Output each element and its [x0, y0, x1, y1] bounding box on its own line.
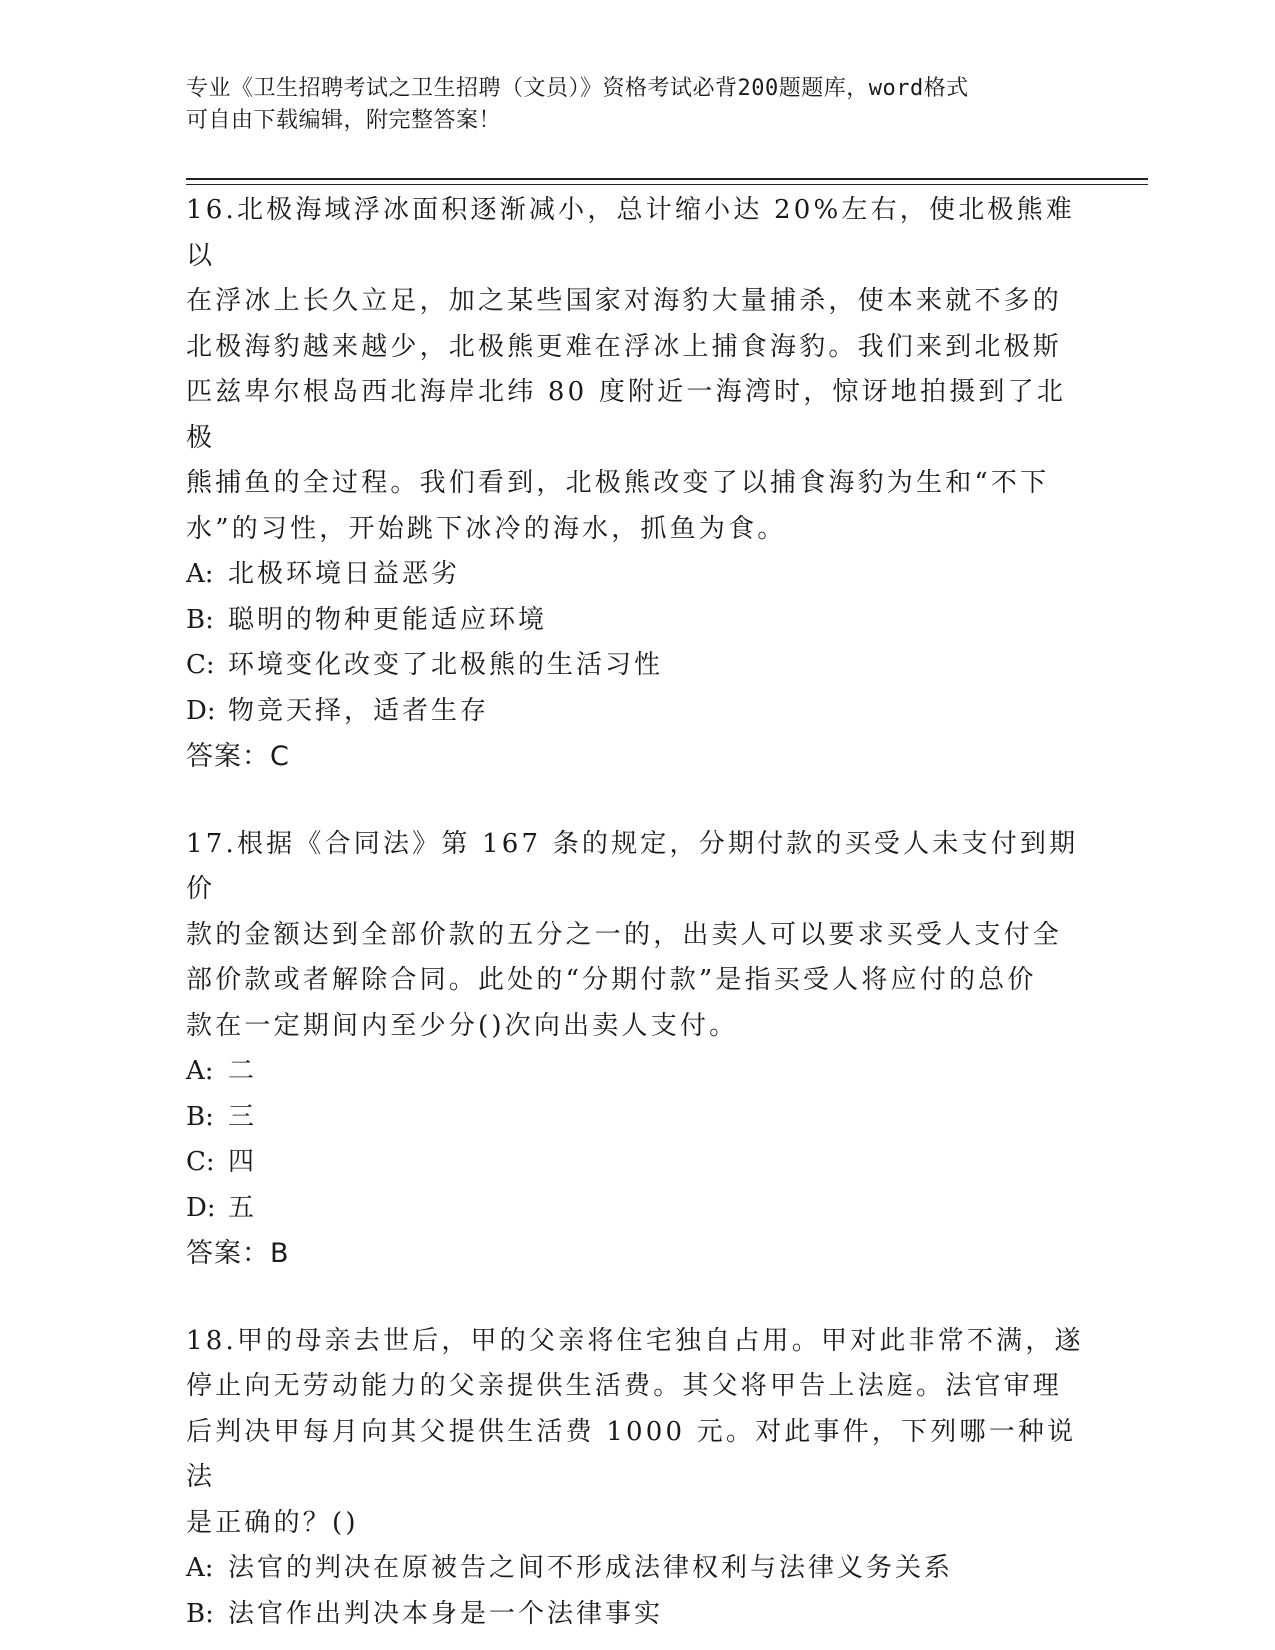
question-stem-line: 后判决甲每月向其父提供生活费 1000 元。对此事件，下列哪一种说法	[186, 1416, 1077, 1492]
option-letter: A:	[186, 1056, 214, 1086]
option-text: 北极环境日益恶劣	[228, 559, 461, 589]
option-text: 物竞天择，适者生存	[228, 695, 490, 726]
question-stem-line: 部价款或者解除合同。此处的“分期付款”是指买受人将应付的总价	[186, 965, 1037, 995]
question-stem-line: 在浮冰上长久立足，加之某些国家对海豹大量捕杀，使本来就不多的	[186, 286, 1063, 316]
option-text: 三	[228, 1101, 258, 1132]
option-c	[186, 1140, 1086, 1186]
option-letter: A:	[186, 1553, 214, 1583]
option-letter: D:	[186, 695, 216, 726]
option-letter: B:	[186, 604, 214, 635]
question-16	[186, 188, 1086, 780]
question-spacer	[186, 1277, 1086, 1319]
question-17	[186, 822, 1086, 1277]
question-stem-line: 18.甲的母亲去世后，甲的父亲将住宅独自占用。甲对此非常不满，遂	[186, 1325, 1084, 1356]
option-text: 法官作出判决本身是一个法律事实	[228, 1598, 664, 1629]
option-b	[186, 1095, 1086, 1141]
option-d	[186, 689, 1086, 735]
option-text: 二	[228, 1056, 258, 1086]
question-stem-line: 16.北极海域浮冰面积逐渐减小，总计缩小达 20%左右，使北极熊难以	[186, 195, 1076, 271]
option-d	[186, 1186, 1086, 1232]
question-stem-line: 水”的习性，开始跳下冰冷的海水，抓鱼为食。	[186, 513, 787, 544]
question-stem-line: 匹兹卑尔根岛西北海岸北纬 80 度附近一海湾时，惊讶地拍摄到了北极	[186, 377, 1067, 453]
option-a	[186, 1049, 1086, 1095]
question-stem-line: 17.根据《合同法》第 167 条的规定，分期付款的买受人未支付到期价	[186, 828, 1079, 904]
option-text: 聪明的物种更能适应环境	[228, 604, 548, 635]
answer-label: 答案：B	[186, 1238, 290, 1269]
option-a	[186, 552, 1086, 598]
option-text: 四	[228, 1147, 258, 1177]
question-spacer	[186, 780, 1086, 822]
question-list	[186, 188, 1086, 1637]
option-letter: A:	[186, 559, 214, 589]
header-divider-thick	[186, 178, 1148, 180]
option-b	[186, 1592, 1086, 1638]
option-letter: D:	[186, 1192, 216, 1223]
answer-label: 答案：C	[186, 741, 290, 772]
option-letter: C:	[186, 650, 215, 680]
document-header	[186, 73, 1066, 137]
question-stem-line: 是正确的？()	[186, 1507, 359, 1538]
header-title-line-1: 专业《卫生招聘考试之卫生招聘（文员）》资格考试必背200题题库，word格式	[186, 76, 969, 101]
option-c	[186, 643, 1086, 689]
option-text: 法官的判决在原被告之间不形成法律权利与法律义务关系	[228, 1553, 954, 1583]
option-letter: C:	[186, 1147, 215, 1177]
option-letter: B:	[186, 1598, 214, 1629]
header-divider-thin	[186, 184, 1148, 185]
option-letter: B:	[186, 1101, 214, 1132]
question-18	[186, 1319, 1086, 1638]
header-title-line-2: 可自由下载编辑，附完整答案！	[186, 108, 502, 133]
question-stem-line: 北极海豹越来越少，北极熊更难在浮冰上捕食海豹。我们来到北极斯	[186, 331, 1063, 362]
question-stem-line: 停止向无劳动能力的父亲提供生活费。其父将甲告上法庭。法官审理	[186, 1371, 1063, 1401]
option-text: 五	[228, 1192, 258, 1223]
question-stem-line: 款的金额达到全部价款的五分之一的，出卖人可以要求买受人支付全	[186, 919, 1063, 950]
question-stem-line: 款在一定期间内至少分()次向出卖人支付。	[186, 1010, 739, 1041]
option-text: 环境变化改变了北极熊的生活习性	[228, 650, 664, 680]
option-a	[186, 1546, 1086, 1592]
option-b	[186, 598, 1086, 644]
question-stem-line: 熊捕鱼的全过程。我们看到，北极熊改变了以捕食海豹为生和“不下	[186, 468, 1050, 498]
